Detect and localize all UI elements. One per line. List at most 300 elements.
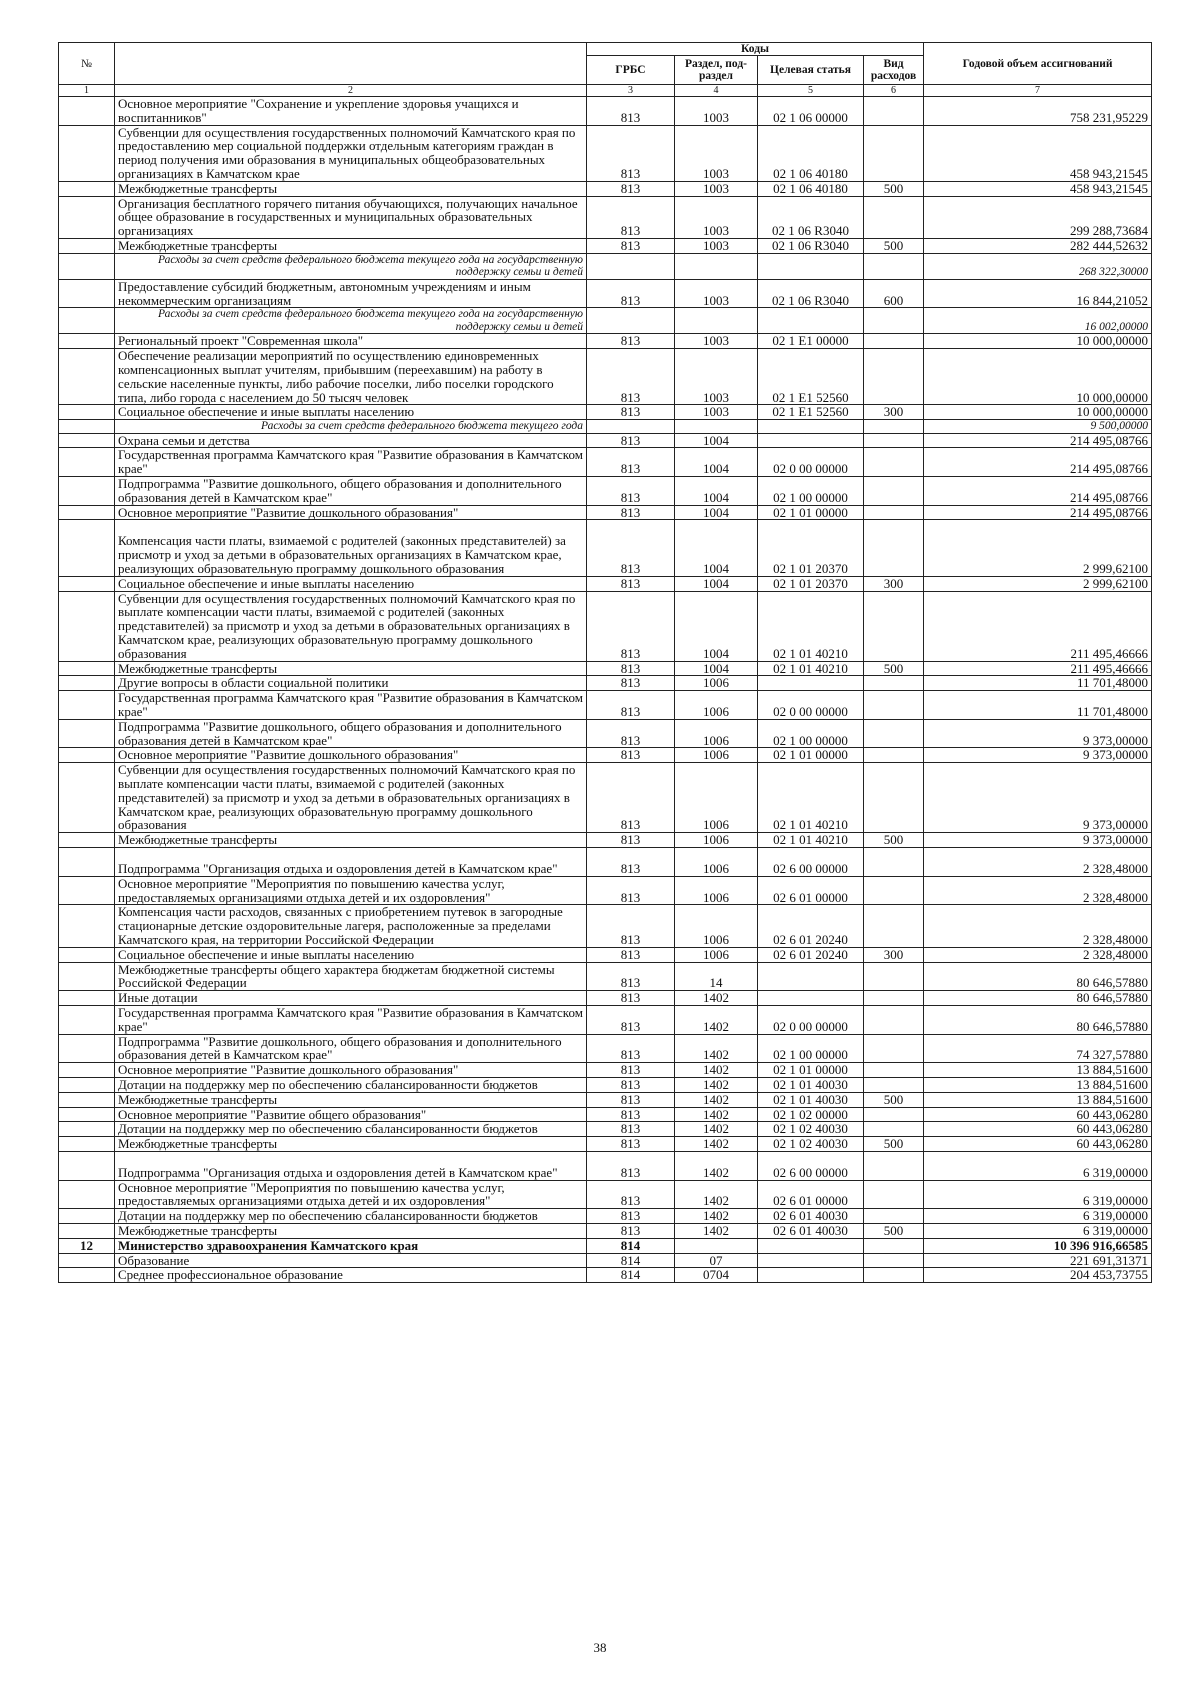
row-amount: 10 000,00000 xyxy=(924,405,1152,420)
row-razdel: 1003 xyxy=(675,405,758,420)
row-vid xyxy=(864,1151,924,1180)
row-grbs: 814 xyxy=(587,1253,675,1268)
row-target xyxy=(758,253,864,279)
row-vid xyxy=(864,676,924,691)
row-grbs: 813 xyxy=(587,1034,675,1063)
row-grbs xyxy=(587,253,675,279)
row-number xyxy=(59,947,115,962)
row-razdel: 1004 xyxy=(675,591,758,661)
row-vid xyxy=(864,719,924,748)
row-grbs: 813 xyxy=(587,1063,675,1078)
row-razdel: 1402 xyxy=(675,991,758,1006)
row-number xyxy=(59,238,115,253)
row-vid xyxy=(864,962,924,991)
row-razdel: 07 xyxy=(675,1253,758,1268)
row-vid xyxy=(864,420,924,434)
row-amount: 214 495,08766 xyxy=(924,433,1152,448)
row-amount: 268 322,30000 xyxy=(924,253,1152,279)
header-razdel: Раздел, под-раздел xyxy=(675,56,758,85)
row-vid: 500 xyxy=(864,1224,924,1239)
row-name: Предоставление субсидий бюджетным, автономным учреждениям и иным некоммерческим организациям xyxy=(115,279,587,308)
row-number xyxy=(59,1034,115,1063)
row-name: Межбюджетные трансферты xyxy=(115,1137,587,1152)
header-name xyxy=(115,43,587,85)
row-amount: 10 396 916,66585 xyxy=(924,1238,1152,1253)
table-row xyxy=(59,591,1152,661)
row-razdel: 1003 xyxy=(675,238,758,253)
row-target: 02 0 00 00000 xyxy=(758,448,864,477)
table-row xyxy=(59,279,1152,308)
row-target: 02 1 06 40180 xyxy=(758,181,864,196)
table-row xyxy=(59,125,1152,181)
table-row xyxy=(59,576,1152,591)
row-target xyxy=(758,676,864,691)
row-grbs: 813 xyxy=(587,847,675,876)
row-number xyxy=(59,1063,115,1078)
col-number-5: 5 xyxy=(758,85,864,97)
header-target: Целевая статья xyxy=(758,56,864,85)
row-razdel: 14 xyxy=(675,962,758,991)
row-grbs: 813 xyxy=(587,691,675,720)
row-grbs: 813 xyxy=(587,1137,675,1152)
row-razdel: 1402 xyxy=(675,1151,758,1180)
table-row xyxy=(59,991,1152,1006)
row-number xyxy=(59,1253,115,1268)
row-target: 02 1 02 00000 xyxy=(758,1107,864,1122)
col-number-1: 1 xyxy=(59,85,115,97)
row-name: Основное мероприятие "Сохранение и укрепление здоровья учащихся и воспитанников" xyxy=(115,97,587,126)
row-amount: 9 373,00000 xyxy=(924,748,1152,763)
col-number-7: 7 xyxy=(924,85,1152,97)
header-column-numbers xyxy=(59,85,1152,97)
row-number xyxy=(59,763,115,833)
row-target: 02 1 01 00000 xyxy=(758,748,864,763)
row-amount: 6 319,00000 xyxy=(924,1209,1152,1224)
table-row xyxy=(59,433,1152,448)
row-grbs: 813 xyxy=(587,748,675,763)
row-razdel: 1402 xyxy=(675,1063,758,1078)
row-amount: 2 328,48000 xyxy=(924,876,1152,905)
col-number-2: 2 xyxy=(115,85,587,97)
row-number xyxy=(59,962,115,991)
row-number xyxy=(59,748,115,763)
row-amount: 60 443,06280 xyxy=(924,1122,1152,1137)
row-grbs: 813 xyxy=(587,719,675,748)
table-row xyxy=(59,420,1152,434)
row-amount: 80 646,57880 xyxy=(924,962,1152,991)
row-amount: 214 495,08766 xyxy=(924,505,1152,520)
row-target xyxy=(758,962,864,991)
row-razdel: 1004 xyxy=(675,576,758,591)
row-vid xyxy=(864,253,924,279)
row-name: Расходы за счет средств федерального бюджета текущего года на государственную поддержку семьи и детей xyxy=(115,308,587,334)
row-grbs: 813 xyxy=(587,833,675,848)
row-grbs: 813 xyxy=(587,1180,675,1209)
row-amount: 11 701,48000 xyxy=(924,691,1152,720)
row-name: Межбюджетные трансферты xyxy=(115,661,587,676)
table-row xyxy=(59,181,1152,196)
row-grbs: 813 xyxy=(587,125,675,181)
row-number xyxy=(59,181,115,196)
table-row xyxy=(59,405,1152,420)
row-name: Дотации на поддержку мер по обеспечению сбалансированности бюджетов xyxy=(115,1122,587,1137)
row-amount: 9 500,00000 xyxy=(924,420,1152,434)
row-vid xyxy=(864,1077,924,1092)
row-razdel xyxy=(675,1238,758,1253)
row-number xyxy=(59,847,115,876)
row-amount: 13 884,51600 xyxy=(924,1063,1152,1078)
table-row xyxy=(59,962,1152,991)
row-razdel: 1004 xyxy=(675,520,758,576)
row-vid xyxy=(864,477,924,506)
row-amount: 9 373,00000 xyxy=(924,719,1152,748)
row-grbs: 813 xyxy=(587,349,675,405)
row-amount: 13 884,51600 xyxy=(924,1092,1152,1107)
row-number xyxy=(59,1107,115,1122)
budget-table-container xyxy=(58,42,1151,1283)
row-razdel: 1003 xyxy=(675,181,758,196)
row-number xyxy=(59,905,115,947)
row-razdel: 1006 xyxy=(675,676,758,691)
row-number: 12 xyxy=(59,1238,115,1253)
row-name: Межбюджетные трансферты xyxy=(115,1092,587,1107)
col-number-3: 3 xyxy=(587,85,675,97)
row-name: Компенсация части платы, взимаемой с родителей (законных представителей) за присмотр и уход за детьми в образовательных организациях в Камчатском крае, реализующих образовательную программу дошкольного образования xyxy=(115,520,587,576)
row-number xyxy=(59,691,115,720)
row-amount: 2 328,48000 xyxy=(924,905,1152,947)
row-name: Межбюджетные трансферты xyxy=(115,1224,587,1239)
row-target: 02 1 02 40030 xyxy=(758,1122,864,1137)
row-target xyxy=(758,420,864,434)
table-row xyxy=(59,748,1152,763)
row-grbs: 813 xyxy=(587,1209,675,1224)
row-grbs: 813 xyxy=(587,196,675,238)
row-razdel: 1004 xyxy=(675,477,758,506)
row-target: 02 0 00 00000 xyxy=(758,691,864,720)
table-row xyxy=(59,905,1152,947)
table-row xyxy=(59,448,1152,477)
row-target: 02 1 01 40030 xyxy=(758,1077,864,1092)
row-number xyxy=(59,719,115,748)
row-name: Подпрограмма "Развитие дошкольного, общего образования и дополнительного образования детей в Камчатском крае" xyxy=(115,477,587,506)
row-razdel: 1006 xyxy=(675,905,758,947)
header-amount: Годовой объем ассигнований xyxy=(924,43,1152,85)
row-name: Субвенции для осуществления государственных полномочий Камчатского края по выплате компенсации части платы, взимаемой с родителей (законных представителей) за присмотр и уход за детьми в образовательных организациях в Камчатском крае, реализующих образовательную программу дошкольного образования xyxy=(115,591,587,661)
table-row xyxy=(59,1180,1152,1209)
row-target xyxy=(758,433,864,448)
row-name: Межбюджетные трансферты xyxy=(115,238,587,253)
row-grbs: 813 xyxy=(587,1224,675,1239)
row-grbs: 813 xyxy=(587,576,675,591)
row-grbs: 813 xyxy=(587,279,675,308)
row-razdel: 1402 xyxy=(675,1092,758,1107)
row-razdel: 1004 xyxy=(675,448,758,477)
row-name: Социальное обеспечение и иные выплаты населению xyxy=(115,947,587,962)
row-vid: 500 xyxy=(864,661,924,676)
row-target: 02 1 06 R3040 xyxy=(758,196,864,238)
row-razdel: 1003 xyxy=(675,97,758,126)
row-vid xyxy=(864,1034,924,1063)
row-vid xyxy=(864,1107,924,1122)
row-number xyxy=(59,1122,115,1137)
row-razdel: 1004 xyxy=(675,433,758,448)
row-amount: 60 443,06280 xyxy=(924,1137,1152,1152)
row-number xyxy=(59,405,115,420)
row-vid xyxy=(864,1209,924,1224)
row-vid xyxy=(864,847,924,876)
row-name: Подпрограмма "Организация отдыха и оздоровления детей в Камчатском крае" xyxy=(115,847,587,876)
row-name: Государственная программа Камчатского края "Развитие образования в Камчатском крае" xyxy=(115,691,587,720)
row-vid xyxy=(864,1005,924,1034)
row-grbs: 813 xyxy=(587,1092,675,1107)
row-razdel: 1003 xyxy=(675,349,758,405)
table-row xyxy=(59,876,1152,905)
row-amount: 282 444,52632 xyxy=(924,238,1152,253)
row-grbs: 813 xyxy=(587,591,675,661)
row-target: 02 1 00 00000 xyxy=(758,1034,864,1063)
row-grbs: 813 xyxy=(587,947,675,962)
row-amount: 6 319,00000 xyxy=(924,1180,1152,1209)
row-number xyxy=(59,876,115,905)
table-row xyxy=(59,520,1152,576)
row-number xyxy=(59,1268,115,1283)
row-vid xyxy=(864,334,924,349)
row-target: 02 6 00 00000 xyxy=(758,1151,864,1180)
row-amount: 2 328,48000 xyxy=(924,947,1152,962)
row-name: Образование xyxy=(115,1253,587,1268)
row-target: 02 1 00 00000 xyxy=(758,477,864,506)
row-number xyxy=(59,1224,115,1239)
row-name: Межбюджетные трансферты xyxy=(115,833,587,848)
row-vid: 300 xyxy=(864,947,924,962)
row-number xyxy=(59,661,115,676)
row-target: 02 1 02 40030 xyxy=(758,1137,864,1152)
row-grbs: 813 xyxy=(587,905,675,947)
row-name: Иные дотации xyxy=(115,991,587,1006)
row-target: 02 1 01 00000 xyxy=(758,1063,864,1078)
row-name: Другие вопросы в области социальной политики xyxy=(115,676,587,691)
row-name: Основное мероприятие "Мероприятия по повышению качества услуг, предоставляемых организациями отдыха детей и их оздоровления" xyxy=(115,876,587,905)
row-grbs: 814 xyxy=(587,1238,675,1253)
row-grbs: 813 xyxy=(587,1122,675,1137)
row-vid: 500 xyxy=(864,833,924,848)
row-grbs: 813 xyxy=(587,405,675,420)
row-target: 02 6 01 20240 xyxy=(758,947,864,962)
row-name: Организация бесплатного горячего питания обучающихся, получающих начальное общее образование в государственных и муниципальных образовательных организациях xyxy=(115,196,587,238)
row-razdel: 1402 xyxy=(675,1209,758,1224)
row-razdel: 1006 xyxy=(675,763,758,833)
row-vid xyxy=(864,1238,924,1253)
row-name: Подпрограмма "Развитие дошкольного, общего образования и дополнительного образования детей в Камчатском крае" xyxy=(115,1034,587,1063)
row-grbs: 813 xyxy=(587,1151,675,1180)
row-vid xyxy=(864,1268,924,1283)
row-target: 02 6 01 40030 xyxy=(758,1209,864,1224)
table-row xyxy=(59,477,1152,506)
row-name: Социальное обеспечение и иные выплаты населению xyxy=(115,576,587,591)
row-number xyxy=(59,349,115,405)
row-amount: 60 443,06280 xyxy=(924,1107,1152,1122)
table-row xyxy=(59,1034,1152,1063)
row-name: Министерство здравоохранения Камчатского края xyxy=(115,1238,587,1253)
row-number xyxy=(59,1209,115,1224)
row-vid xyxy=(864,1180,924,1209)
row-number xyxy=(59,991,115,1006)
row-number xyxy=(59,1151,115,1180)
table-row xyxy=(59,1137,1152,1152)
row-target: 02 0 00 00000 xyxy=(758,1005,864,1034)
row-amount: 758 231,95229 xyxy=(924,97,1152,126)
row-target: 02 1 01 00000 xyxy=(758,505,864,520)
row-target: 02 1 01 40210 xyxy=(758,661,864,676)
header-grbs: ГРБС xyxy=(587,56,675,85)
row-vid xyxy=(864,433,924,448)
row-name: Расходы за счет средств федерального бюджета текущего года xyxy=(115,420,587,434)
row-name: Государственная программа Камчатского края "Развитие образования в Камчатском крае" xyxy=(115,1005,587,1034)
row-target: 02 1 06 00000 xyxy=(758,97,864,126)
table-row xyxy=(59,1209,1152,1224)
row-name: Среднее профессиональное образование xyxy=(115,1268,587,1283)
row-razdel: 1003 xyxy=(675,125,758,181)
row-number xyxy=(59,477,115,506)
row-razdel: 1004 xyxy=(675,661,758,676)
row-grbs: 813 xyxy=(587,1005,675,1034)
row-razdel: 1003 xyxy=(675,196,758,238)
table-row xyxy=(59,97,1152,126)
row-number xyxy=(59,334,115,349)
row-number xyxy=(59,676,115,691)
row-number xyxy=(59,1180,115,1209)
table-row xyxy=(59,1107,1152,1122)
row-vid: 500 xyxy=(864,238,924,253)
row-razdel: 1006 xyxy=(675,719,758,748)
row-amount: 204 453,73755 xyxy=(924,1268,1152,1283)
row-grbs: 813 xyxy=(587,661,675,676)
row-razdel: 1006 xyxy=(675,691,758,720)
row-name: Основное мероприятие "Мероприятия по повышению качества услуг, предоставляемых организациями отдыха детей и их оздоровления" xyxy=(115,1180,587,1209)
row-grbs xyxy=(587,308,675,334)
row-target: 02 6 01 00000 xyxy=(758,876,864,905)
row-razdel xyxy=(675,308,758,334)
table-row xyxy=(59,947,1152,962)
row-target: 02 1 01 20370 xyxy=(758,520,864,576)
row-target: 02 1 06 40180 xyxy=(758,125,864,181)
row-name: Региональный проект "Современная школа" xyxy=(115,334,587,349)
table-row xyxy=(59,1253,1152,1268)
table-row xyxy=(59,1224,1152,1239)
row-number xyxy=(59,420,115,434)
row-grbs: 813 xyxy=(587,1077,675,1092)
row-vid xyxy=(864,905,924,947)
row-number xyxy=(59,591,115,661)
row-target: 02 6 01 20240 xyxy=(758,905,864,947)
row-grbs: 813 xyxy=(587,520,675,576)
table-row xyxy=(59,1005,1152,1034)
row-vid: 600 xyxy=(864,279,924,308)
row-razdel: 1402 xyxy=(675,1005,758,1034)
row-name: Межбюджетные трансферты общего характера бюджетам бюджетной системы Российской Федерации xyxy=(115,962,587,991)
row-number xyxy=(59,448,115,477)
row-amount: 214 495,08766 xyxy=(924,477,1152,506)
table-row xyxy=(59,253,1152,279)
table-row xyxy=(59,833,1152,848)
row-vid: 500 xyxy=(864,1137,924,1152)
row-name: Субвенции для осуществления государственных полномочий Камчатского края по выплате компенсации части платы, взимаемой с родителей (законных представителей) за присмотр и уход за детьми в образовательных организациях в Камчатском крае, реализующих образовательную программу дошкольного образования xyxy=(115,763,587,833)
row-target: 02 1 01 20370 xyxy=(758,576,864,591)
row-vid xyxy=(864,349,924,405)
row-name: Государственная программа Камчатского края "Развитие образования в Камчатском крае" xyxy=(115,448,587,477)
row-vid xyxy=(864,991,924,1006)
table-row xyxy=(59,1122,1152,1137)
row-target: 02 1 06 R3040 xyxy=(758,279,864,308)
col-number-4: 4 xyxy=(675,85,758,97)
table-body xyxy=(59,97,1152,1283)
row-target: 02 1 01 40210 xyxy=(758,763,864,833)
row-grbs: 813 xyxy=(587,962,675,991)
col-number-6: 6 xyxy=(864,85,924,97)
row-grbs: 813 xyxy=(587,991,675,1006)
row-amount: 80 646,57880 xyxy=(924,991,1152,1006)
table-row xyxy=(59,1092,1152,1107)
row-name: Основное мероприятие "Развитие общего образования" xyxy=(115,1107,587,1122)
table-row xyxy=(59,238,1152,253)
row-grbs: 813 xyxy=(587,505,675,520)
row-name: Основное мероприятие "Развитие дошкольного образования" xyxy=(115,748,587,763)
row-target: 02 1 01 40210 xyxy=(758,833,864,848)
row-amount: 211 495,46666 xyxy=(924,591,1152,661)
header-row-1 xyxy=(59,43,1152,56)
row-razdel: 1006 xyxy=(675,847,758,876)
row-number xyxy=(59,97,115,126)
table-row xyxy=(59,1077,1152,1092)
row-vid xyxy=(864,591,924,661)
row-grbs: 813 xyxy=(587,433,675,448)
row-razdel: 1402 xyxy=(675,1180,758,1209)
row-amount: 16 844,21052 xyxy=(924,279,1152,308)
row-razdel: 1004 xyxy=(675,505,758,520)
row-razdel: 1006 xyxy=(675,748,758,763)
row-target xyxy=(758,1238,864,1253)
row-vid xyxy=(864,125,924,181)
row-amount: 2 999,62100 xyxy=(924,576,1152,591)
row-number xyxy=(59,125,115,181)
row-amount: 80 646,57880 xyxy=(924,1005,1152,1034)
row-name: Дотации на поддержку мер по обеспечению сбалансированности бюджетов xyxy=(115,1209,587,1224)
table-row xyxy=(59,308,1152,334)
row-amount: 74 327,57880 xyxy=(924,1034,1152,1063)
row-vid xyxy=(864,308,924,334)
row-razdel: 1402 xyxy=(675,1137,758,1152)
header-codes: Коды xyxy=(587,43,924,56)
row-razdel: 1006 xyxy=(675,833,758,848)
row-razdel: 0704 xyxy=(675,1268,758,1283)
row-vid xyxy=(864,520,924,576)
row-name: Компенсация части расходов, связанных с приобретением путевок в загородные стационарные детские оздоровительные лагеря, расположенные за пределами Камчатского края, на территории Российской Федерации xyxy=(115,905,587,947)
row-number xyxy=(59,576,115,591)
row-number xyxy=(59,1092,115,1107)
row-target: 02 1 01 40030 xyxy=(758,1092,864,1107)
row-amount: 458 943,21545 xyxy=(924,181,1152,196)
row-number xyxy=(59,1137,115,1152)
table-row xyxy=(59,719,1152,748)
row-number xyxy=(59,833,115,848)
row-grbs: 813 xyxy=(587,477,675,506)
row-vid: 500 xyxy=(864,181,924,196)
table-row xyxy=(59,334,1152,349)
table-row xyxy=(59,1151,1152,1180)
row-amount: 10 000,00000 xyxy=(924,334,1152,349)
table-row xyxy=(59,676,1152,691)
row-target: 02 6 00 00000 xyxy=(758,847,864,876)
